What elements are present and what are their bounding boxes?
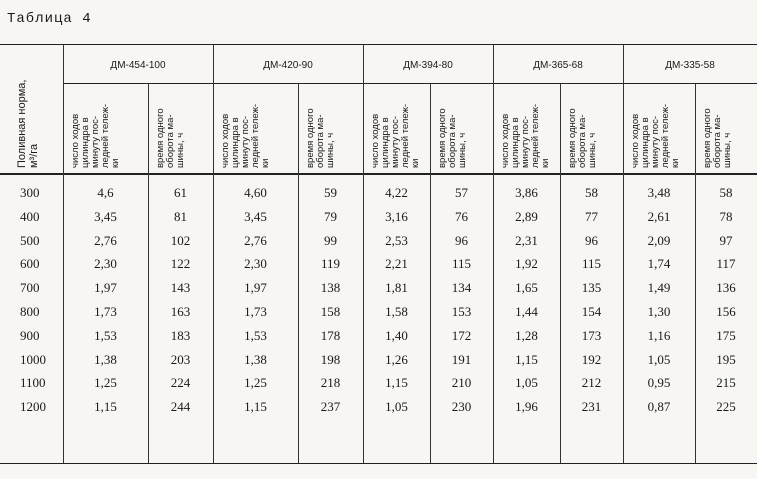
time-value: 115: [581, 256, 602, 272]
time-value: 210: [451, 375, 472, 391]
model-header: ДМ-365-68: [533, 60, 583, 71]
norm-header: Поливная норма, м³/га: [16, 79, 40, 168]
time-value: 212: [581, 375, 602, 391]
strokes-value: 2,61: [647, 208, 671, 224]
time-value: 225: [716, 399, 736, 415]
time-value: 224: [170, 375, 191, 391]
time-value: 156: [716, 304, 736, 319]
strokes-value: 2,21: [385, 256, 408, 272]
table-bottom-rule: [0, 463, 757, 464]
rotation-time-header: время одного оборота ма- шины, ч: [702, 108, 733, 168]
model-header: ДМ-420-90: [263, 60, 313, 71]
strokes-value: 1,73: [94, 304, 117, 319]
time-value: 135: [581, 280, 602, 296]
strokes-value: 2,09: [647, 232, 671, 248]
strokes-value: 1,05: [385, 399, 408, 415]
time-value: 134: [451, 280, 472, 296]
rotation-time-header: время одного оборота ма- шины, ч: [437, 108, 468, 168]
time-value: 173: [581, 327, 602, 343]
strokes-value: 1,49: [647, 280, 671, 296]
time-value: 58: [719, 185, 733, 200]
model-header: ДМ-454-100: [110, 60, 166, 71]
strokes-value: 4,22: [385, 185, 408, 200]
time-value: 172: [451, 327, 472, 343]
norm-value: 900: [20, 327, 40, 343]
time-value: 97: [719, 232, 733, 248]
time-value: 76: [455, 208, 468, 224]
strokes-value: 3,45: [94, 208, 117, 224]
strokes-value: 2,30: [244, 256, 267, 272]
header-bottom-rule: [0, 173, 757, 175]
norm-value: 400: [20, 208, 40, 224]
norm-value: 1100: [20, 375, 46, 391]
strokes-value: 1,40: [385, 327, 408, 343]
strokes-per-minute-header: число ходов цилиндра в минуту пос- ледней тележ- ки: [220, 103, 271, 168]
strokes-value: 1,25: [94, 375, 117, 391]
group-header-rule: [63, 83, 757, 84]
time-value: 115: [451, 256, 472, 272]
time-value: 215: [716, 375, 736, 391]
strokes-per-minute-header: число ходов цилиндра в минуту пос- ледней тележ- ки: [70, 103, 121, 168]
strokes-value: 2,53: [385, 232, 408, 248]
time-value: 77: [585, 208, 598, 224]
time-value: 57: [455, 185, 468, 200]
strokes-value: 1,73: [244, 304, 267, 319]
strokes-per-minute-header: число ходов цилиндра в минуту пос- ледней тележ- ки: [630, 103, 681, 168]
time-value: 203: [170, 351, 191, 367]
strokes-value: 1,53: [244, 327, 267, 343]
strokes-value: 4,60: [244, 185, 267, 200]
time-value: 79: [324, 208, 337, 224]
norm-value: 500: [20, 232, 40, 248]
time-value: 59: [324, 185, 337, 200]
time-value: 96: [585, 232, 598, 248]
strokes-value: 1,81: [385, 280, 408, 296]
strokes-value: 1,15: [385, 375, 408, 391]
strokes-value: 0,95: [647, 375, 671, 391]
time-value: 61: [174, 185, 187, 200]
model-header: ДМ-335-58: [665, 60, 715, 71]
time-value: 244: [170, 399, 191, 415]
strokes-value: 1,97: [244, 280, 267, 296]
norm-value: 300: [20, 185, 40, 200]
strokes-value: 1,58: [385, 304, 408, 319]
strokes-value: 4,6: [97, 185, 114, 200]
norm-value: 700: [20, 280, 40, 296]
time-value: 231: [581, 399, 602, 415]
strokes-value: 1,44: [515, 304, 538, 319]
time-value: 102: [170, 232, 191, 248]
strokes-value: 1,96: [515, 399, 538, 415]
strokes-value: 3,48: [647, 185, 671, 200]
norm-value: 600: [20, 256, 40, 272]
strokes-value: 3,16: [385, 208, 408, 224]
time-value: 119: [320, 256, 341, 272]
norm-value: 800: [20, 304, 40, 319]
strokes-value: 1,15: [244, 399, 267, 415]
strokes-value: 1,15: [94, 399, 117, 415]
time-value: 58: [585, 185, 598, 200]
strokes-value: 1,92: [515, 256, 538, 272]
time-value: 163: [170, 304, 191, 319]
time-value: 117: [716, 256, 736, 272]
time-value: 143: [170, 280, 191, 296]
strokes-value: 1,15: [515, 351, 538, 367]
strokes-value: 1,97: [94, 280, 117, 296]
time-value: 138: [320, 280, 341, 296]
time-value: 81: [174, 208, 187, 224]
time-value: 153: [451, 304, 472, 319]
time-value: 158: [320, 304, 341, 319]
table-title: Таблица 4: [7, 11, 92, 27]
strokes-value: 0,87: [647, 399, 671, 415]
time-value: 78: [719, 208, 733, 224]
strokes-value: 1,38: [244, 351, 267, 367]
time-value: 175: [716, 327, 736, 343]
strokes-value: 1,53: [94, 327, 117, 343]
time-value: 154: [581, 304, 602, 319]
strokes-value: 1,05: [515, 375, 538, 391]
rotation-time-header: время одного оборота ма- шины, ч: [305, 108, 336, 168]
time-value: 198: [320, 351, 341, 367]
strokes-value: 3,45: [244, 208, 267, 224]
strokes-value: 1,05: [647, 351, 671, 367]
time-value: 230: [451, 399, 472, 415]
time-value: 96: [455, 232, 468, 248]
table-top-rule: [0, 44, 757, 45]
strokes-value: 1,28: [515, 327, 538, 343]
rotation-time-header: время одного оборота ма- шины, ч: [155, 108, 186, 168]
strokes-value: 1,38: [94, 351, 117, 367]
norm-value: 1200: [20, 399, 46, 415]
strokes-value: 1,74: [647, 256, 671, 272]
strokes-value: 1,65: [515, 280, 538, 296]
strokes-value: 1,30: [647, 304, 671, 319]
time-value: 183: [170, 327, 191, 343]
strokes-value: 2,89: [515, 208, 538, 224]
strokes-value: 1,26: [385, 351, 408, 367]
strokes-value: 3,86: [515, 185, 538, 200]
time-value: 122: [170, 256, 191, 272]
rotation-time-header: время одного оборота ма- шины, ч: [567, 108, 598, 168]
strokes-value: 2,76: [244, 232, 267, 248]
strokes-value: 1,25: [244, 375, 267, 391]
strokes-value: 1,16: [647, 327, 671, 343]
time-value: 218: [320, 375, 341, 391]
strokes-value: 2,76: [94, 232, 117, 248]
time-value: 191: [451, 351, 472, 367]
strokes-value: 2,30: [94, 256, 117, 272]
strokes-per-minute-header: число ходов цилиндра в минуту пос- ледней тележ- ки: [370, 103, 421, 168]
strokes-per-minute-header: число ходов цилиндра в минуту пос- ледней тележ- ки: [500, 103, 551, 168]
norm-value: 1000: [20, 351, 46, 367]
strokes-value: 2,31: [515, 232, 538, 248]
time-value: 237: [320, 399, 341, 415]
time-value: 136: [716, 280, 736, 296]
time-value: 99: [324, 232, 337, 248]
time-value: 192: [581, 351, 602, 367]
model-header: ДМ-394-80: [403, 60, 453, 71]
time-value: 178: [320, 327, 341, 343]
time-value: 195: [716, 351, 736, 367]
